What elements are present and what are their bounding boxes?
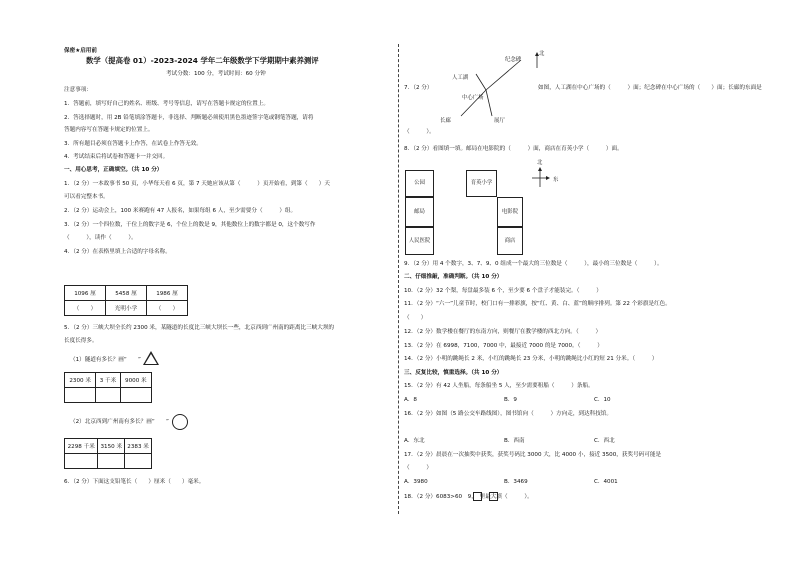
- q2-text: 2．（2 分）运动会上，100 米赛跑有 47 人报名，如果每组 6 人，至少需要分（ ）组。: [64, 208, 297, 214]
- q17-text-cont: （ ）: [404, 465, 432, 471]
- north-label: 北: [539, 51, 545, 57]
- q5-cell: 2298 千米: [65, 439, 98, 454]
- map-label-square: 中心广场: [462, 95, 484, 101]
- blank-box-icon: [489, 492, 498, 501]
- note-2b: 答题内容写在答题卡规定的位置上。: [64, 127, 154, 133]
- note-4: 4．考试结束后将试卷和答题卡一并交回。: [64, 154, 169, 160]
- section1-heading: 一、用心思考，正确填空。（共 10 分）: [64, 167, 163, 173]
- q11-text: 11．（2 分）“六一”儿童节时，校门口有一排彩旗，按“红、黄、白、蓝”的顺序排列。第 22 个彩旗是红色。: [404, 301, 671, 307]
- q5-sub2: （2）北京西到广州南有多长？画“ ”: [70, 419, 169, 425]
- q5-table-2: [64, 438, 152, 469]
- map-label-corridor: 长廊: [440, 118, 451, 124]
- map-box-school: 育英小学: [466, 170, 497, 197]
- q15-text: 15．（2 分）有 42 人坐船，每条船坐 5 人，至少需要租船（ ）条船。: [404, 383, 594, 389]
- north-label: 北: [537, 160, 543, 166]
- note-3: 3．所有题目必须在答题卡上作答，在试卷上作答无效。: [64, 141, 202, 147]
- section2-heading: 二、仔细推敲，准确判断。（共 10 分）: [404, 274, 503, 280]
- notes-heading: 注意事项：: [64, 87, 92, 93]
- q4-text: 4．（2 分）在表格里填上合适的字母名称。: [64, 249, 171, 255]
- q5-cell: 3 千米: [96, 373, 120, 388]
- q4-cell: 1096 厘: [65, 286, 106, 301]
- q15-option-b: B．9: [504, 397, 517, 403]
- map-box-shop: 商店: [497, 227, 523, 255]
- q4-cell: 1986 厘: [147, 286, 188, 301]
- q4-cell: 5458 厘: [106, 286, 147, 301]
- q9-text: 9．（2 分）用 4 个数字，3、7、9、0 组成一个最大的三位数是（ ），最小的三位数是（ ）。: [404, 261, 663, 267]
- q11-text-cont: （ ）: [404, 315, 427, 321]
- map-box-post: 邮局: [405, 197, 434, 227]
- map-box-park: 公园: [405, 170, 434, 197]
- q4-cell: （ ）: [65, 301, 106, 316]
- q16-option-a: A．东北: [404, 438, 425, 444]
- map-box-cinema: 电影院: [497, 197, 523, 227]
- note-1: 1．答题前，填写好自己的姓名、班级、考号等信息，请写在答题卡规定的位置上。: [64, 101, 269, 107]
- q7-map: [446, 50, 546, 120]
- q3-text-cont: （ ），读作（ ）。: [64, 235, 137, 241]
- section3-heading: 三、反复比较，慎重选择。（共 10 分）: [404, 370, 503, 376]
- q5-text: 5．（2 分）三峡大坝全长约 2300 米，某隧道的长度比三峡大坝长一些，北京西到广州南的距离比三峡大坝的: [64, 325, 335, 331]
- q12-text: 12．（2 分）数学楼在餐厅的东南方向，则餐厅在教学楼的西北方向。（ ）: [404, 329, 602, 335]
- q4-cell: 光明小学: [106, 301, 147, 316]
- score-time: 考试分数：100 分，考试时间：60 分钟: [166, 71, 266, 77]
- q16-option-c: C．西北: [594, 438, 615, 444]
- column-divider: [398, 44, 399, 514]
- secret-label: 保密★启用前: [64, 48, 97, 54]
- map-label-lake: 人工湖: [452, 75, 469, 81]
- note-2: 2．答选择题时，用 2B 铅笔填涂答题卡，非选择、判断题必须使用黑色墨迹签字笔或钢笔答题，请将: [64, 115, 314, 121]
- q8-text: 8．（2 分）看图填一填。邮局在电影院的（ ）面，商店在育英小学（ ）面。: [404, 146, 623, 152]
- q10-text: 10．（2 分）32 个梨，每盘最多装 6 个，至少要 6 个盘子才能装完。（ ）: [404, 288, 602, 294]
- q7-label: 7．（2 分）: [404, 85, 433, 91]
- map-label-monument: 纪念碑: [505, 57, 522, 63]
- q7-text-cont: （ ）。: [404, 129, 435, 135]
- q17-text: 17．（2 分）晨晨在一次抽奖中获奖，获奖号码比 3000 大，比 4000 小，接近 3500，获奖号码可能是: [404, 452, 662, 458]
- exam-title: 数学（提高卷 01）-2023-2024 学年二年级数学下学期期中素养测评: [86, 56, 319, 65]
- q16-text: 16．（2 分）如图（5 路公交车路线图），图书馆向（ ）方向走，到达科技馆。: [404, 411, 612, 417]
- q5-table-1: [64, 372, 152, 403]
- q5-cell: 2300 米: [65, 373, 96, 388]
- east-label: 东: [553, 177, 559, 183]
- q17-option-b: B．3469: [504, 479, 528, 485]
- q5-sub1: （1）隧道有多长？画“ ”: [70, 357, 141, 363]
- q17-option-a: A．3980: [404, 479, 428, 485]
- q5-cell: 3150 米: [98, 439, 125, 454]
- q15-option-c: C．10: [594, 397, 611, 403]
- q5-cell: 9000 米: [120, 373, 151, 388]
- q5-text-cont: 长度长得多。: [64, 338, 98, 344]
- blank-box-icon: [473, 492, 482, 501]
- q6-text: 6．（2 分）下面这支铅笔长（ ）厘米（ ）毫米。: [64, 479, 205, 485]
- q14-text: 14．（2 分）小明的跳绳长 2 米，小红的跳绳长 23 分米，小明的跳绳比小红的短 21 分米。（ ）: [404, 356, 658, 362]
- circle-icon: [172, 414, 188, 430]
- q5-cell: 2383 米: [125, 439, 152, 454]
- q18-text: 18．（2 分）6083>60 9， 里最大填（ ）。: [404, 494, 533, 500]
- q4-cell: （ ）: [147, 301, 188, 316]
- q1-text: 1．（2 分）一本故事书 50 页，小华每天看 6 页，第 7 天她应该从第（ ）页开始看，到第（ ）天: [64, 181, 330, 187]
- q13-text: 13．（2 分）在 6998，7100，7000 中，最接近 7000 的是 7000。（ ）: [404, 343, 603, 349]
- q1-text-cont: 可以看完整本书。: [64, 194, 109, 200]
- map-box-hospital: 人民医院: [405, 227, 434, 255]
- map-label-hall: 展厅: [494, 118, 505, 124]
- q4-table: [64, 285, 188, 316]
- q7-text: 如图，人工湖在中心广场的（ ）面；纪念碑在中心广场的（ ）面；长廊的东面是: [538, 85, 762, 91]
- q17-option-c: C．4001: [594, 479, 618, 485]
- q3-text: 3．（2 分）一个四位数，千位上的数字是 6，个位上的数是 9，其他数位上的数字都是 0，这个数写作: [64, 222, 316, 228]
- q16-option-b: B．西南: [504, 438, 525, 444]
- q15-option-a: A．8: [404, 397, 417, 403]
